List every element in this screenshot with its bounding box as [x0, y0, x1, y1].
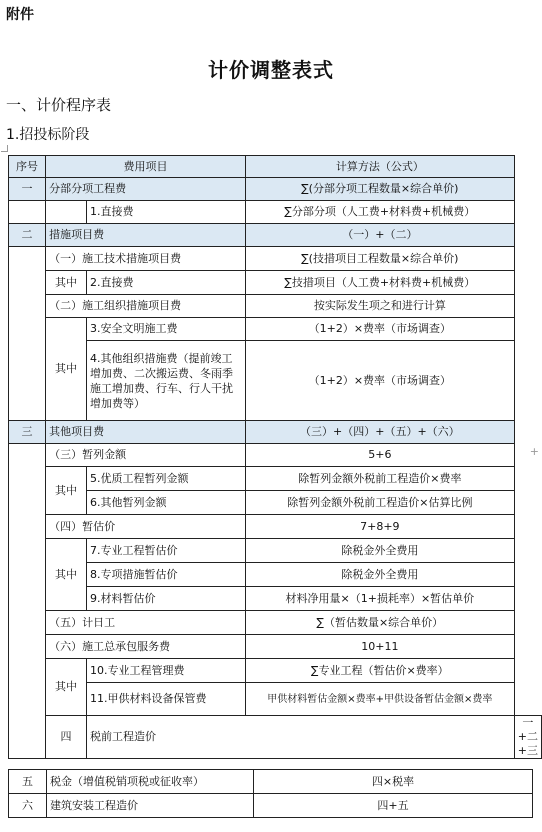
row-item: （四）暂估价: [46, 515, 246, 539]
row-method: （1+2）×费率（市场调查）: [245, 341, 514, 421]
row-method: 四+五: [254, 794, 533, 818]
row-item: （一）施工技术措施项目费: [46, 247, 246, 271]
row-subitem: 11.甲供材料设备保管费: [87, 683, 246, 716]
row-qizhong: 其中: [46, 539, 87, 611]
row-item: 税金（增值税销项税或征收率）: [47, 770, 254, 794]
stage-heading: 1.招投标阶段: [6, 127, 90, 143]
table-row: [9, 794, 533, 818]
row-item: 税前工程造价: [87, 716, 515, 759]
table-row: [9, 271, 542, 295]
page-title: 计价调整表式: [208, 58, 334, 82]
table-row: [9, 467, 542, 491]
row-subitem: 2.直接费: [87, 271, 246, 295]
table-row: [9, 611, 542, 635]
row-no: [9, 201, 46, 224]
expand-plus-icon: +: [529, 445, 539, 458]
pricing-procedure-table: [8, 155, 542, 759]
row-method: ∑（暂估数量×综合单价）: [245, 611, 514, 635]
row-item: （二）施工组织措施项目费: [46, 295, 246, 318]
table-row: [9, 178, 542, 201]
table-row: [9, 683, 542, 716]
row-qizhong: [46, 201, 87, 224]
crop-mark: [1, 145, 8, 152]
row-method: 7+8+9: [245, 515, 514, 539]
section-heading: 一、计价程序表: [6, 96, 112, 114]
row-item: （六）施工总承包服务费: [46, 635, 246, 659]
row-item: （五）计日工: [46, 611, 246, 635]
row-no: [9, 444, 46, 759]
table-row: [9, 716, 542, 759]
row-subitem: 5.优质工程暂列金额: [87, 467, 246, 491]
row-subitem: 6.其他暂列金额: [87, 491, 246, 515]
row-method: ∑(技措项目工程数量×综合单价): [245, 247, 514, 271]
row-no: 五: [9, 770, 47, 794]
row-method: 10+11: [245, 635, 514, 659]
row-no: 一: [9, 178, 46, 201]
header-no: 序号: [9, 156, 46, 178]
tax-table: [8, 769, 533, 818]
row-subitem: 7.专业工程暂估价: [87, 539, 246, 563]
row-no: 六: [9, 794, 47, 818]
row-method: ∑(分部分项工程数量×综合单价): [245, 178, 514, 201]
row-subitem: 10.专业工程管理费: [87, 659, 246, 683]
row-method: 除税金外全费用: [245, 539, 514, 563]
attachment-label: 附件: [6, 7, 34, 23]
table-row: [9, 491, 542, 515]
row-method: （一）+（二）: [245, 224, 514, 247]
table-row: [9, 318, 542, 341]
row-qizhong: 其中: [46, 467, 87, 515]
row-method: 材料净用量×（1+损耗率）×暂估单价: [245, 587, 514, 611]
row-no: [9, 247, 46, 421]
row-subitem: 3.安全文明施工费: [87, 318, 246, 341]
row-no: 四: [46, 716, 87, 759]
row-subitem: 4.其他组织措施费（提前竣工增加费、二次搬运费、冬雨季施工增加费、行车、行人干扰增加费等）: [87, 341, 246, 421]
row-no: 三: [9, 421, 46, 444]
row-method: 四×税率: [254, 770, 533, 794]
table-row: [9, 295, 542, 318]
row-method: （三）+（四）+（五）+（六）: [245, 421, 514, 444]
table-row: [9, 247, 542, 271]
row-method: ∑技措项目（人工费+材料费+机械费）: [245, 271, 514, 295]
row-method: 一+二+三: [514, 716, 541, 759]
row-qizhong: 其中: [46, 318, 87, 421]
row-method: ∑专业工程（暂估价×费率）: [245, 659, 514, 683]
row-method: 除税金外全费用: [245, 563, 514, 587]
row-method: ∑分部分项（人工费+材料费+机械费）: [245, 201, 514, 224]
table-row: [9, 563, 542, 587]
table-row: [9, 770, 533, 794]
row-item: （三）暂列金额: [46, 444, 246, 467]
table-row: [9, 539, 542, 563]
row-item: 其他项目费: [46, 421, 246, 444]
table-row: [9, 635, 542, 659]
row-method: 甲供材料暂估金额×费率+甲供设备暂估金额×费率: [245, 683, 514, 716]
row-no: 二: [9, 224, 46, 247]
table-row: [9, 515, 542, 539]
table-row: [9, 224, 542, 247]
row-item: 分部分项工程费: [46, 178, 246, 201]
table-row: [9, 659, 542, 683]
row-item: 措施项目费: [46, 224, 246, 247]
table-row: [9, 444, 542, 467]
row-subitem: 1.直接费: [87, 201, 246, 224]
row-item: 建筑安装工程造价: [47, 794, 254, 818]
header-item: 费用项目: [46, 156, 246, 178]
row-subitem: 8.专项措施暂估价: [87, 563, 246, 587]
table-row: [9, 341, 542, 421]
row-method: （1+2）×费率（市场调查）: [245, 318, 514, 341]
table-row: [9, 587, 542, 611]
row-subitem: 9.材料暂估价: [87, 587, 246, 611]
row-qizhong: 其中: [46, 659, 87, 716]
header-method: 计算方法（公式）: [245, 156, 514, 178]
row-method: 按实际发生项之和进行计算: [245, 295, 514, 318]
table-row: [9, 421, 542, 444]
row-method: 除暂列金额外税前工程造价×费率: [245, 467, 514, 491]
row-method: 5+6: [245, 444, 514, 467]
table-header-row: [9, 156, 542, 178]
table-row: [9, 201, 542, 224]
row-method: 除暂列金额外税前工程造价×估算比例: [245, 491, 514, 515]
row-qizhong: 其中: [46, 271, 87, 295]
